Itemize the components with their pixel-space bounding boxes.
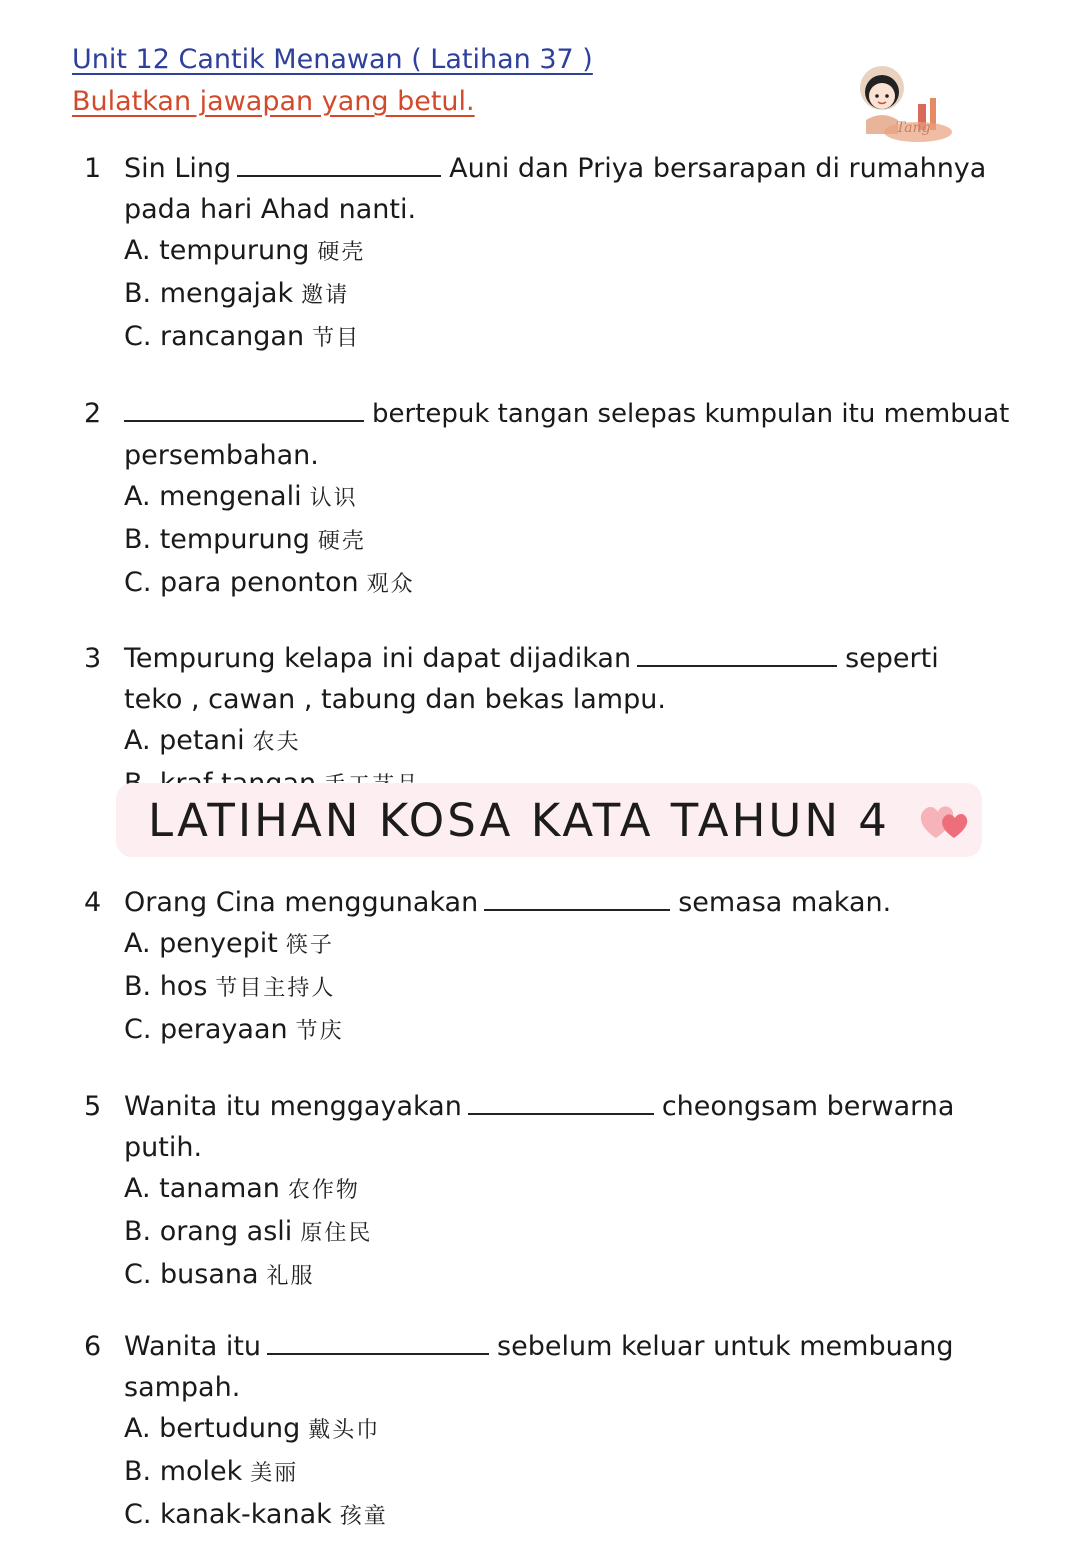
option-b[interactable] xyxy=(124,966,1044,1009)
option-translation: 硬壳 xyxy=(317,529,366,554)
question-number: 2 xyxy=(84,398,102,429)
option-a[interactable] xyxy=(124,923,1044,966)
question-4 xyxy=(84,882,1044,1052)
option-label: C. perayaan xyxy=(124,1014,288,1045)
option-translation: 农作物 xyxy=(287,1178,360,1203)
option-translation: 节庆 xyxy=(295,1019,344,1044)
question-text-before: Orang Cina menggunakan xyxy=(124,887,479,918)
question-3 xyxy=(84,638,1044,783)
option-label: B. tempurung xyxy=(124,524,310,555)
option-translation: 礼服 xyxy=(266,1264,315,1289)
option-label: A. tempurung xyxy=(124,235,310,266)
instruction-text: Bulatkan jawapan yang betul. xyxy=(72,86,475,117)
question-number: 6 xyxy=(84,1331,102,1362)
question-number: 5 xyxy=(84,1091,102,1122)
option-a[interactable] xyxy=(124,1168,1044,1211)
answer-blank[interactable] xyxy=(237,149,441,177)
question-text-before: Tempurung kelapa ini dapat dijadikan xyxy=(124,643,632,674)
option-label: B. mengajak xyxy=(124,278,294,309)
question-text-after: cheongsam berwarna xyxy=(661,1091,955,1122)
question-text-after: seperti xyxy=(845,643,939,674)
option-a[interactable] xyxy=(124,230,1044,273)
option-b[interactable] xyxy=(124,273,1044,316)
option-label: C. rancangan xyxy=(124,321,305,352)
option-label: A. petani xyxy=(124,725,245,756)
question-text-line2: pada hari Ahad nanti. xyxy=(124,194,417,225)
answer-blank[interactable] xyxy=(124,394,364,422)
question-text-line2: putih. xyxy=(124,1132,203,1163)
answer-blank[interactable] xyxy=(484,883,670,911)
option-b[interactable] xyxy=(124,1451,1044,1494)
option-translation: 节目主持人 xyxy=(215,976,336,1001)
option-label: C. kanak-kanak xyxy=(124,1499,332,1530)
option-label: A. bertudung xyxy=(124,1413,301,1444)
question-2 xyxy=(84,393,1044,605)
option-label: A. penyepit xyxy=(124,928,278,959)
banner-text: LATIHAN KOSA KATA TAHUN 4 xyxy=(148,793,890,847)
option-c[interactable] xyxy=(124,1009,1044,1052)
option-c[interactable] xyxy=(124,1254,1044,1297)
option-b[interactable] xyxy=(124,519,1044,562)
option-translation: 美丽 xyxy=(250,1461,299,1486)
heart-icon xyxy=(916,800,974,842)
option-a[interactable] xyxy=(124,1408,1044,1451)
question-text-after: semasa makan. xyxy=(678,887,892,918)
question-text-line2: persembahan. xyxy=(124,440,319,471)
question-6 xyxy=(84,1326,1044,1537)
option-translation: 认识 xyxy=(309,486,358,511)
option-translation: 戴头巾 xyxy=(308,1418,381,1443)
option-translation: 农夫 xyxy=(252,730,301,755)
question-text-before: Wanita itu menggayakan xyxy=(124,1091,462,1122)
option-label: C. busana xyxy=(124,1259,259,1290)
answer-blank[interactable] xyxy=(468,1087,654,1115)
option-c[interactable] xyxy=(124,1494,1044,1537)
option-translation: 筷子 xyxy=(285,933,334,958)
question-text-line2: teko , cawan , tabung dan bekas lampu. xyxy=(124,684,666,715)
option-label: B. orang asli xyxy=(124,1216,293,1247)
option-translation: 硬壳 xyxy=(317,240,366,265)
option-label: A. tanaman xyxy=(124,1173,280,1204)
logo-text: Tang xyxy=(896,120,931,136)
option-label: C. para penonton xyxy=(124,567,359,598)
answer-blank[interactable] xyxy=(267,1327,489,1355)
question-text-after: sebelum keluar untuk membuang xyxy=(497,1331,954,1362)
question-1 xyxy=(84,148,1044,359)
option-a[interactable] xyxy=(124,476,1044,519)
option-translation: 原住民 xyxy=(300,1221,373,1246)
question-text-line2: sampah. xyxy=(124,1372,241,1403)
question-text-before: Wanita itu xyxy=(124,1331,262,1362)
option-label: B. hos xyxy=(124,971,208,1002)
option-a[interactable] xyxy=(124,720,1044,763)
question-number: 1 xyxy=(84,153,102,184)
title-banner xyxy=(116,783,982,857)
option-translation: 观众 xyxy=(366,572,415,597)
option-b[interactable] xyxy=(124,1211,1044,1254)
option-c[interactable] xyxy=(124,316,1044,359)
question-number: 3 xyxy=(84,643,102,674)
option-translation: 孩童 xyxy=(339,1504,388,1529)
option-label: B. molek xyxy=(124,1456,243,1487)
question-text-after: bertepuk tangan selepas kumpulan itu membuat xyxy=(372,399,1010,429)
question-number: 4 xyxy=(84,887,102,918)
question-text-after: Auni dan Priya bersarapan di rumahnya xyxy=(449,153,987,184)
question-5 xyxy=(84,1086,1044,1297)
option-label: A. mengenali xyxy=(124,481,302,512)
option-translation: 邀请 xyxy=(301,283,350,308)
answer-blank[interactable] xyxy=(637,639,837,667)
option-c[interactable] xyxy=(124,562,1044,605)
option-translation: 节目 xyxy=(312,326,361,351)
worksheet-title: Unit 12 Cantik Menawan ( Latihan 37 ) xyxy=(72,44,593,75)
question-text-before: Sin Ling xyxy=(124,153,232,184)
